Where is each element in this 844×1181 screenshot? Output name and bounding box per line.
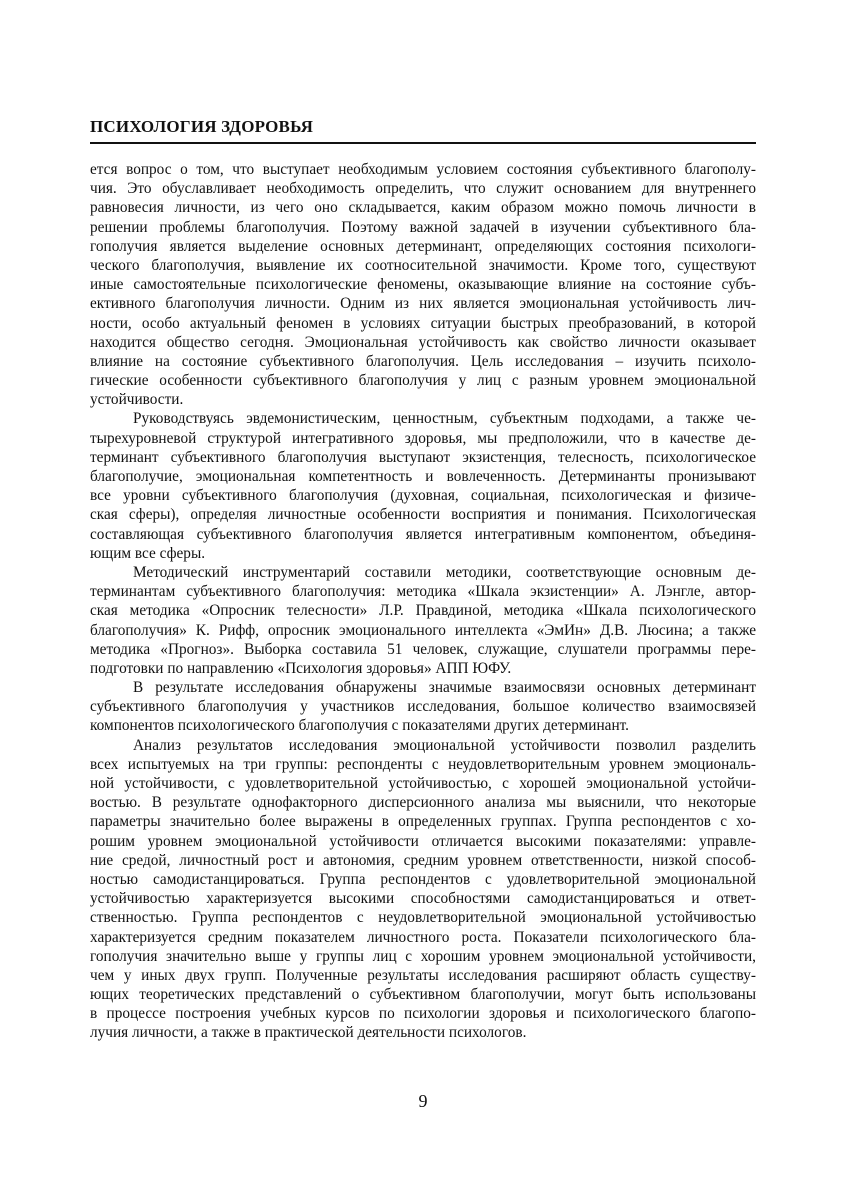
page-number: 9 — [418, 1091, 428, 1111]
header-rule — [90, 142, 756, 144]
text-line: ская сферы), определяя личностные особенности восприятия и понимания. Психологическая — [90, 506, 756, 524]
paragraph — [90, 678, 756, 736]
text-line: гополучия является выделение основных детерминант, определяющих состояния психологи- — [90, 237, 756, 255]
text-line: гические особенности субъективного благополучия у лиц с разным уровнем эмоциональной — [90, 372, 756, 390]
text-line: характеризуется средним показателем личностного роста. Показатели психологического бла- — [90, 928, 756, 946]
text-line: равновесия личности, из чего оно складывается, каким образом можно помочь личности в — [90, 199, 756, 217]
text-line: методика «Прогноз». Выборка составила 51 человек, служащие, слушатели программы пере- — [90, 640, 756, 658]
text-line: терминант субъективного благополучия выступают экзистенция, телесность, психологическое — [90, 448, 756, 466]
document-page — [90, 0, 756, 1181]
text-line: лучия личности, а также в практической деятельности психологов. — [90, 1024, 527, 1042]
text-line: чем у иных двух групп. Полученные результаты исследования расширяют область существу- — [90, 966, 756, 984]
paragraph — [90, 409, 756, 563]
text-line: решении проблемы благополучия. Поэтому важной задачей в изучении субъективного бла- — [90, 218, 756, 236]
text-line: влияние на состояние субъективного благополучия. Цель исследования – изучить психоло- — [90, 352, 756, 370]
text-line: чия. Это обуславливает необходимость определить, что служит основанием для внутреннего — [90, 180, 756, 198]
text-line: ективного благополучия личности. Одним из них является эмоциональная устойчивость лич- — [90, 295, 756, 313]
text-line: Руководствуясь эвдемонистическим, ценностным, субъектным подходами, а также че- — [133, 410, 756, 428]
text-line: гополучия значительно выше у группы лиц с хорошим уровнем эмоциональной устойчивости, — [90, 947, 756, 965]
text-line: ющим все сферы. — [90, 544, 206, 562]
text-line: тырехуровневой структурой интегративного здоровья, мы предположили, что в качестве де- — [90, 429, 756, 447]
paragraph — [90, 736, 756, 1043]
text-line: устойчивости. — [90, 391, 184, 409]
text-line: терминантам субъективного благополучия: методика «Шкала экзистенции» А. Лэнгле, автор- — [90, 583, 756, 601]
text-line: иные самостоятельные психологические феномены, оказывающие влияние на состояние субъ- — [90, 276, 756, 294]
text-line: Методический инструментарий составили методики, соответствующие основным де- — [133, 563, 756, 581]
text-line: ется вопрос о том, что выступает необходимым условием состояния субъективного благополу- — [90, 161, 756, 178]
text-line: субъективного благополучия у участников исследования, большое количество взаимосвязей — [90, 698, 756, 716]
text-line: благополучие, эмоциональная компетентность и вовлеченность. Детерминанты пронизывают — [90, 468, 756, 485]
text-line: всех испытуемых на три группы: респонденты с неудовлетворительным уровнем эмоциональ- — [90, 755, 756, 773]
text-line: ностью самодистанцироваться. Группа респондентов с удовлетворительной эмоциональной — [90, 870, 756, 888]
text-line: ной устойчивости, с удовлетворительной устойчивостью, с хорошей эмоциональной устойчи- — [90, 775, 756, 792]
text-line: рошим уровнем эмоциональной устойчивости отличается высокими показателями: управле- — [90, 832, 756, 850]
text-line: востью. В результате однофакторного дисперсионного анализа мы выяснили, что некоторые — [90, 794, 756, 812]
text-line: подготовки по направлению «Психология здоровья» АПП ЮФУ. — [90, 659, 512, 677]
text-line: составляющая субъективного благополучия является интегративным компонентом, объединя- — [90, 525, 756, 543]
text-line: компонентов психологического благополучия с показателями других детерминант. — [90, 717, 629, 735]
text-line: ние средой, личностный рост и автономия, средним уровнем ответственности, низкой способ- — [90, 851, 756, 869]
text-line: устойчивостью характеризуется высокими способностями самодистанцироваться и ответ- — [90, 890, 756, 908]
text-line: все уровни субъективного благополучия (духовная, социальная, психологическая и физиче- — [90, 487, 756, 505]
text-line: в процессе построения учебных курсов по психологии здоровья и психологического благопо- — [90, 1005, 756, 1023]
text-line: Анализ результатов исследования эмоциональной устойчивости позволил разделить — [133, 736, 756, 754]
running-header: ПСИХОЛОГИЯ ЗДОРОВЬЯ — [90, 117, 314, 136]
text-line: ская методика «Опросник телесности» Л.Р. Правдиной, методика «Шкала психологического — [90, 602, 756, 620]
text-line: ческого благополучия, выявление их соотносительной значимости. Кроме того, существуют — [90, 256, 756, 274]
text-line: находится общество сегодня. Эмоциональная устойчивость как свойство личности оказывает — [90, 333, 756, 351]
text-line: параметры значительно более выражены в определенных группах. Группа респондентов с хо- — [90, 813, 756, 831]
text-line: ности, особо актуальный феномен в условиях ситуации быстрых преобразований, в которой — [90, 314, 756, 332]
body-text — [90, 160, 756, 1043]
paragraph — [90, 563, 756, 678]
text-line: В результате исследования обнаружены значимые взаимосвязи основных детерминант — [133, 679, 756, 697]
paragraph — [90, 160, 756, 409]
text-line: ственностью. Группа респондентов с неудовлетворительной эмоциональной устойчивостью — [90, 909, 756, 927]
text-line: благополучия» К. Рифф, опросник эмоционального интеллекта «ЭмИн» Д.В. Люсина; а также — [90, 621, 756, 639]
text-line: ющих теоретических представлений о субъективном благополучии, могут быть использованы — [90, 986, 756, 1004]
